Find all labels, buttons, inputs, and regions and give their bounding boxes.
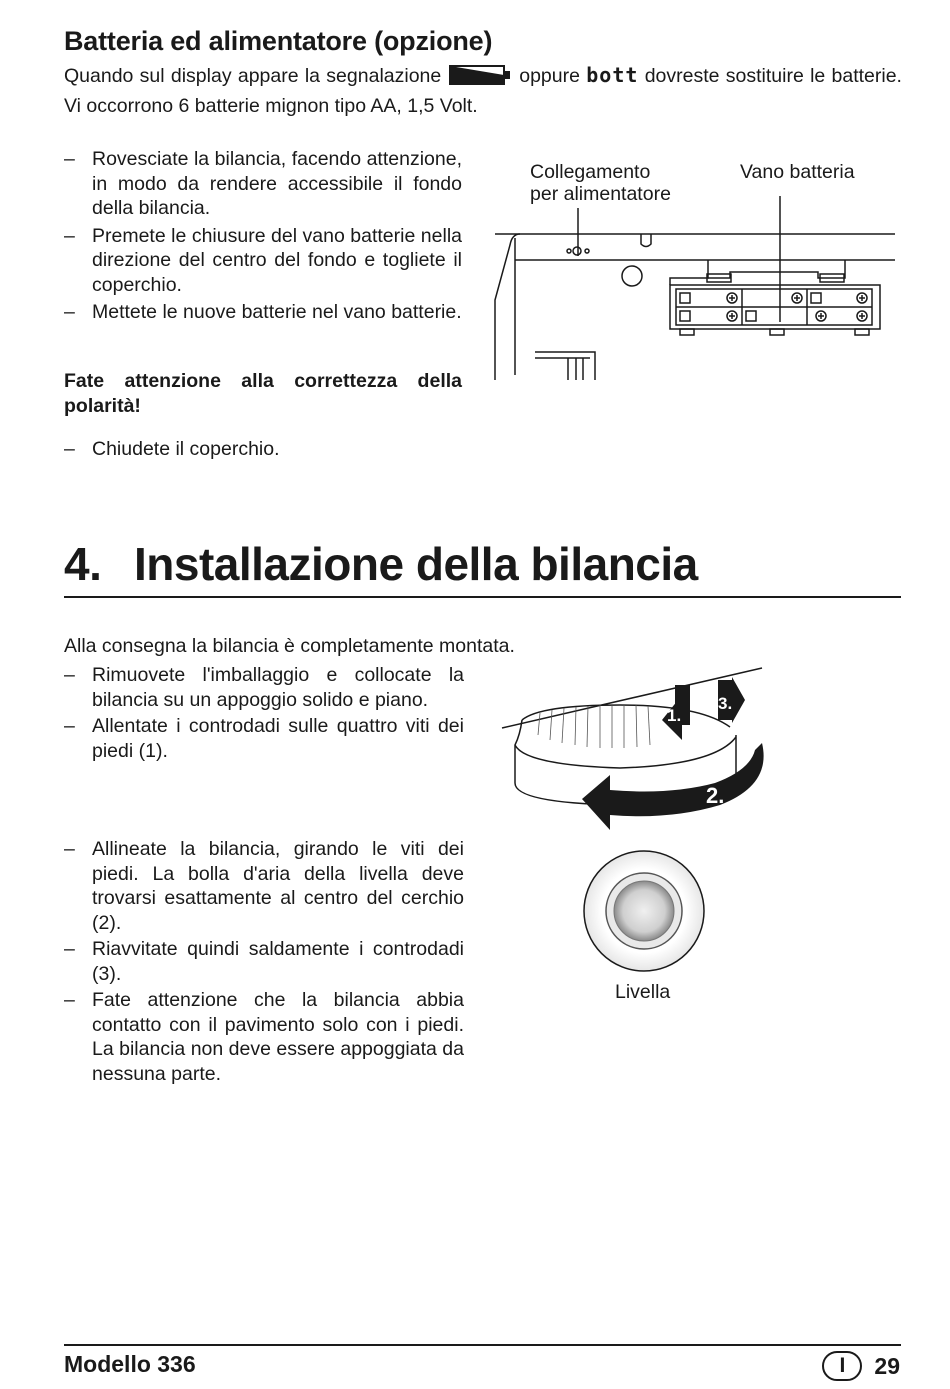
step2-label: 2. [706, 783, 725, 808]
heading-divider [64, 596, 901, 598]
page-title: 4. Installazione della bilancia [64, 538, 698, 590]
foot-adjustment-figure [500, 665, 780, 840]
list-item: – Riavvitate quindi saldamente i controdadi (3). [64, 937, 464, 986]
footer-divider [64, 1344, 901, 1346]
page-footer-right [822, 1351, 900, 1381]
display-batt-word: bott [586, 63, 639, 87]
battery-compartment-figure [490, 190, 900, 385]
installation-steps-a [64, 663, 464, 765]
battery-steps-list [64, 147, 462, 328]
intro-text-1: Quando sul display appare la segnalazione [64, 65, 442, 87]
list-item: – Allentate i controdadi sulle quattro viti dei piedi (1). [64, 714, 464, 763]
polarity-warning: Fate attenzione alla correttezza della polarità! [64, 370, 462, 417]
level-label: Livella [615, 981, 671, 1003]
list-item: – Premete le chiusure del vano batterie nella direzione del centro del fondo e togliete il coperchio. [64, 224, 462, 298]
list-item: – Rimuovete l'imballaggio e collocate la bilancia su un appoggio solido e piano. [64, 663, 464, 712]
label-connector: Collegamento per alimentatore [530, 161, 671, 205]
list-item: – Allineate la bilancia, girando le viti dei piedi. La bolla d'aria della livella deve trovarsi esattamente al centro del cerchio (2). [64, 837, 464, 935]
page-number: 29 [874, 1352, 900, 1379]
label-battery-compartment: Vano batteria [740, 161, 855, 183]
installation-steps-b [64, 837, 464, 1088]
section-title-battery: Batteria ed alimentatore (opzione) [64, 26, 493, 56]
model-name: Modello 336 [64, 1351, 196, 1377]
list-item: – Fate attenzione che la bilancia abbia contatto con il pavimento solo con i piedi. La bilancia non deve essere appoggiata da nessuna parte. [64, 988, 464, 1086]
language-badge: I [822, 1351, 862, 1381]
intro-text-3: dovreste sostituire le batterie. Vi occorrono 6 batterie mignon tipo AA, 1,5 Volt. [64, 65, 902, 117]
step3-label: 3. [718, 694, 733, 713]
step1-label: 1. [667, 706, 682, 725]
battery-final-step [64, 437, 462, 462]
bubble-level-icon [580, 847, 710, 977]
intro-text-2: oppure [519, 65, 580, 87]
installation-intro: Alla consegna la bilancia è completamente montata. [64, 635, 515, 657]
list-item: – Chiudete il coperchio. [64, 437, 462, 462]
low-battery-icon [449, 65, 511, 93]
list-item: – Mettete le nuove batterie nel vano batterie. [64, 300, 462, 325]
battery-intro [64, 62, 902, 120]
list-item: – Rovesciate la bilancia, facendo attenzione, in modo da rendere accessibile il fondo della bilancia. [64, 147, 462, 221]
